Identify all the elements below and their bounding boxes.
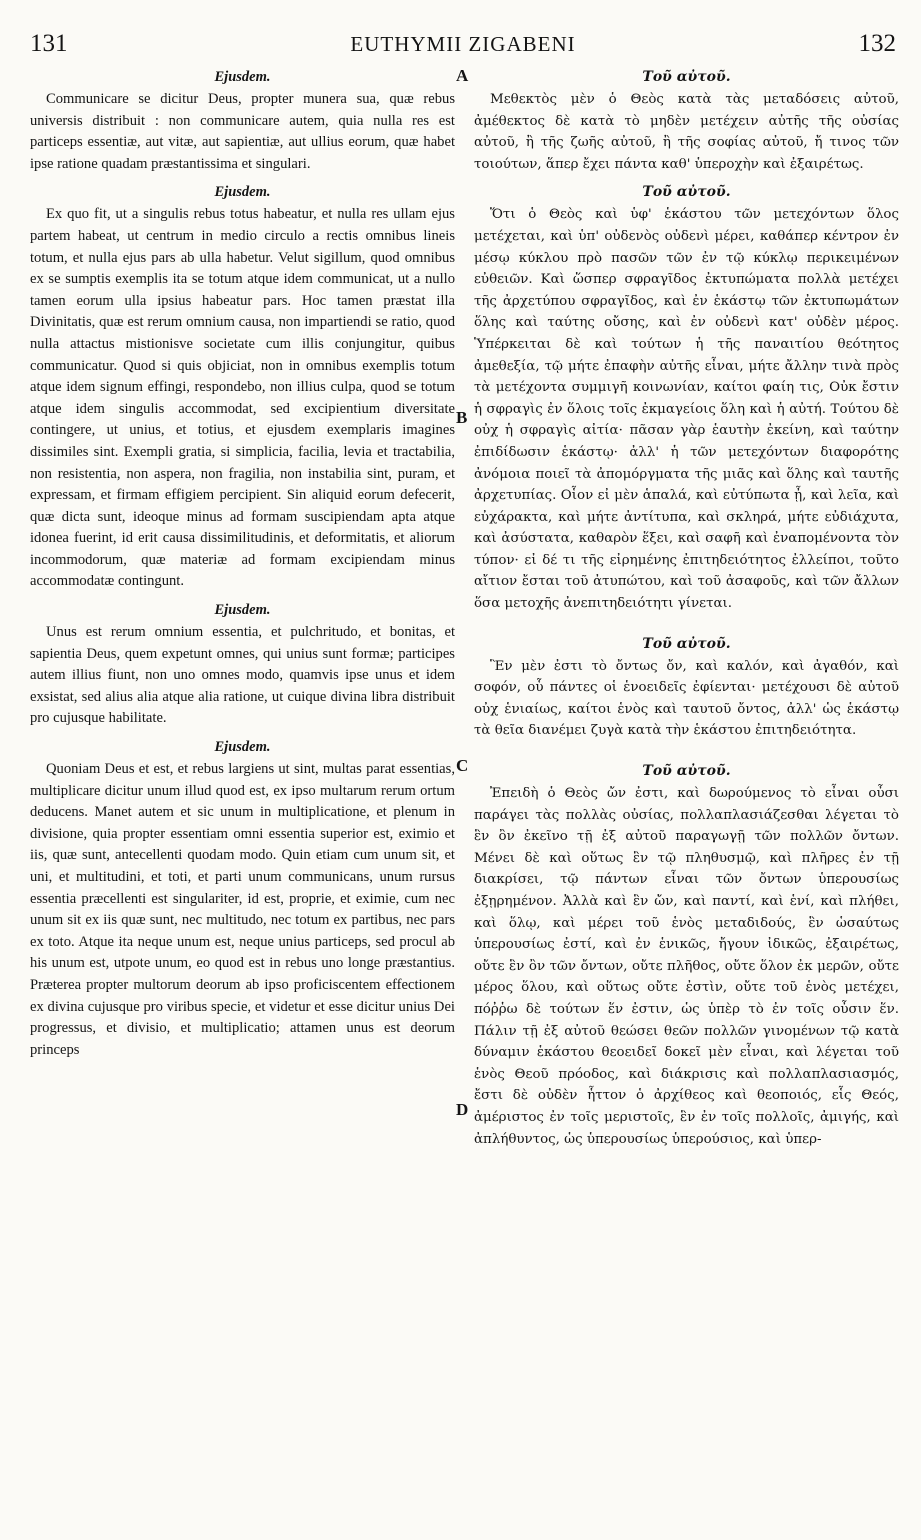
margin-marker-c: C [456, 756, 469, 775]
greek-section-title: Τοῦ αὐτοῦ. [642, 69, 731, 85]
greek-paragraph: Μεθεκτὸς μὲν ὁ Θεὸς κατὰ τὰς μεταδόσεις αὐτοῦ, ἀμέθεκτος δὲ κατὰ τὸ μηδὲν μετέχειν αὐτῆς τῆς οὐσίας αὐτοῦ, ἢ τῆς ζωῆς αὐτοῦ, ἢ τῆς σοφίας αὐτοῦ, ἤ τινος τῶν τοιούτων, ἅπερ ἔχει πάντα καθ' ὑπεροχὴν καὶ ἐξαιρέτως. [474, 92, 899, 172]
greek-section-title: Τοῦ αὐτοῦ. [642, 763, 731, 780]
greek-section-title: Τοῦ αὐτοῦ. [642, 635, 731, 652]
latin-paragraph: Communicare se dicitur Deus, propter munera sua, quæ rebus universis distribuit : non communicare autem, quia nulla res est particeps essentiæ, aut vitæ, aut sapientiæ, aut ullius eorum, quæ habet ipse ratione quadam præstantissima et singulari. [30, 91, 455, 172]
latin-section-title: Ejusdem. [214, 69, 271, 85]
running-title: EUTHYMII ZIGABENI [350, 32, 576, 56]
latin-paragraph: Unus est rerum omnium essentia, et pulchritudo, et bonitas, et sapientia Deus, quem expetunt omnes, qui unius sunt formæ; participes autem illius fiunt, non uno omnes modo, quamvis ipse unus et idem exsistat, sed alius alia atque alia ratione, ut cuique divina libra distribuit pro cujusque habilitate. [30, 624, 455, 727]
greek-paragraph: Ὅτι ὁ Θεὸς καὶ ὑφ' ἑκάστου τῶν μετεχόντων ὅλος μετέχεται, καὶ ὑπ' οὐδενὸς οὐδενὶ μέρει, καθάπερ κέντρον ἐν μέσῳ κύκλου πρὸ πασῶν τῶν ἐν τῷ κύκλῳ περικειμένων εὐθειῶν. Καὶ ὥσπερ σφραγῖδος ἐκτυπώματα πολλὰ μετέχει τῆς ἀρχετύπου σφραγῖδος, καὶ ἐν ἑκάστῳ τῶν ἐκτυπωμάτων ὅλης καὶ ταύτης οὔσης, καὶ ἐν οὐδενὶ κατ' οὐδὲν μέρος. Ὑπέρκειται δὲ καὶ τούτων ἡ τῆς παναιτίου θεότητος ἀμεθεξία, τῷ μήτε ἐπαφὴν αὐτῆς εἶναι, μήτε ἄλλην τινὰ πρὸς τὰ μετέχοντα συμμιγῆ κοινωνίαν, καίτοι φαίη τις, Οὐκ ἔστιν ἡ σφραγὶς ἐν ὅλοις τοῖς ἐκμαγείοις ὅλη καὶ ἡ αὐτή. Τούτου δὲ οὐχ ἡ σφραγὶς αἰτία· πᾶσαν γὰρ ἑαυτὴν ἐκείνη, καὶ ταύτην ἐπιδίδωσιν ἑκάστῳ· ἀλλ' ἡ τῶν μετεχόντων διαφορότης ἀνόμοια ποιεῖ τὰ ἀπομόργματα τῆς μιᾶς καὶ ὅλης καὶ ταυτῆς ἀρχετυπίας. Οἷον εἰ μὲν ἁπαλά, καὶ εὐτύπωτα ᾖ, καὶ λεῖα, καὶ εὐχάρακτα, καὶ μήτε ἀντίτυπα, καὶ σκληρά, μήτε εὐδιάχυτα, καὶ ἀσύστατα, καθαρὸν ἕξει, καὶ σαφῆ καὶ ἐναπομένοντα τὸν τύπον· εἰ δέ τι τῆς εἰρημένης ἐπιτηδειότητος ἐλλείποι, τοῦτο αἴτιον ἔσται τοῦ ἀτυπώτου, καὶ τοῦ ἀσαφοῦς, καὶ τῶν ἄλλων ὅσα μετοχῆς ἀνεπιτηδειότητι γίνεται. [474, 207, 899, 612]
latin-section-title: Ejusdem. [214, 602, 271, 619]
page-header [30, 30, 896, 66]
latin-paragraph: Ex quo fit, ut a singulis rebus totus habeatur, et nulla res ullam ejus partem habeat, ut centrum in medio circulo a rectis omnibus lineis totum, et nulla ejus pars ab ulla habetur. Velut sigillum, quod omnibus ex se sumptis exemplis ita se totum atque idem communicat, ut a nullo tamen eorum ulla ipsius habeatur pars. Hoc tamen præstat illa Divinitatis, quæ est rerum omnium causa, non impartiendi se ratio, quod nulla attactus mistionisve societate cum illis conjungitur, quibus communicatur. Quod si quis objiciat, non in omnibus exemplis totum atque idem signum effingi, respondebo, non illius culpa, quod se totum atque idem singulis accommodat, sed excipientium diversitate contingere, ut unius, et totius, et ejusdem exemplaris imagines dissimiles sint. Exempli gratia, si simplicia, facilia, levia et tractabilia, non resistentia, non aspera, non fragilia, non instabilia sint, puram, et expressam, et firmam effigiem percipient. Sin aliquid eorum defecerit, quæ dicta sunt, ideoque minus ad formam suscipiendam apta atque idonea fuerint, id erit causa dissimilitudinis, et deformitatis, et aliorum incommodorum, quæ materiæ ad formam excipiendam minus accommodatæ contingunt. [30, 206, 455, 590]
margin-marker-a: A [456, 66, 469, 85]
margin-marker-b: B [456, 408, 468, 427]
greek-section-title: Τοῦ αὐτοῦ. [642, 184, 731, 201]
latin-section-title: Ejusdem. [214, 184, 271, 201]
latin-section-title: Ejusdem. [214, 739, 271, 756]
greek-column [474, 66, 899, 1526]
latin-paragraph: Quoniam Deus et est, et rebus largiens ut sint, multas parat essentias, multiplicare dicitur unum illud quod est, ex ipso multarum rerum ortum deducens. Manet autem et sic unum in multiplicatione, et plenum in divisione, quia propter essentiam omni essentia superior est, eximio et iis, quæ sunt, antecellenti quodam modo. Quin etiam cum unum sit, et uni, et multitudini, et toti, et parti unum communicans, unum rursus essentia præcellenti est singulariter, id est, proprie, et eximie, cum nec unum sit ex iis quæ sunt, nec multitudo, nec totum ex partibus, nec pars ex toto. Atque ita neque unum est, neque unius particeps, sed procul ab his unum est, utpote unum, eo quod est in rebus uno longe præstantius. Præterea propter multorum deorum ab ipso proficiscentem effectionem ex divina cujusque pro viribus specie, et videtur et esse dicitur unius Dei progressus, et divisio, et multiplicatio; attamen unus est deorum princeps [30, 761, 455, 1058]
latin-column [30, 66, 455, 1526]
page-number-right: 132 [858, 30, 896, 57]
page-number-left: 131 [30, 30, 68, 57]
greek-paragraph: Ἓν μὲν ἐστι τὸ ὄντως ὄν, καὶ καλόν, καὶ ἀγαθόν, καὶ σοφόν, οὗ πάντες οἱ ἑνοειδεῖς ἐφίενται· μετέχουσι δὲ αὐτοῦ οὐχ ἑνιαίως, καίτοι ἑνὸς καὶ ταυτοῦ ὄντος, ἀλλ' ὡς ἑκάστῳ τὰ θεῖα διανέμει ζυγὰ κατὰ τὴν ἑκάστου ἐπιτηδειότητα. [474, 658, 899, 739]
margin-marker-d: D [456, 1100, 469, 1119]
greek-paragraph: Ἐπειδὴ ὁ Θεὸς ὤν ἐστι, καὶ δωρούμενος τὸ εἶναι οὖσι παράγει τὰς πολλὰς οὐσίας, πολλαπλασιάζεσθαι λέγεται τὸ ἓν ὂν ἐκεῖνο τῇ ἐξ αὐτοῦ παραγωγῇ τῶν πολλῶν ὄντων. Μένει δὲ καὶ οὕτως ἓν τῷ πληθυσμῷ, καὶ πλῆρες ἐν τῇ διακρίσει, τῷ πάντων εἶναι τῶν ὄντων ὑπερουσίως ἐξῃρημένον. Ἀλλὰ καὶ ἓν ὤν, καὶ παντί, καὶ ἑνί, καὶ πλήθει, καὶ ὅλῳ, καὶ μέρει τοῦ ἑνὸς μεταδιδούς, ἓν ὡσαύτως ὑπερουσίως ἐστί, καὶ ἐν ἑνικῶς, ἤγουν ἰδικῶς, ἐξαιρέτως, οὔτε ἓν ὂν τῶν ὄντων, οὔτε πλῆθος, οὔτε ὅλον ἐκ μερῶν, οὔτε μέρος ὅλου, καὶ οὕτως οὔτε ἐστὶν, οὔτε τοῦ ἑνὸς μετέχει, πόῤῥω δὲ τούτων ἕν ἐστιν, ὡς ὑπὲρ τὸ ἐν τοῖς οὖσιν ἕν. Πάλιν τῇ ἐξ αὐτοῦ θεώσει θεῶν πολλῶν γινομένων τῷ κατὰ δύναμιν ἑκάστου θεοειδεῖ δοκεῖ μὲν εἶναι, καὶ λέγεται τοῦ ἑνὸς Θεοῦ πρόοδος, καὶ διάκρισις καὶ πολλαπλασιασμός, ἔστι δὲ οὐδὲν ἧττον ὁ ἀρχίθεος καὶ θεοποιός, εἷς Θεός, ἀμέριστος ἐν τοῖς μεριστοῖς, ἓν ἐν τοῖς πολλοῖς, ἀμιγής, καὶ ἀπλήθυντος, ὡς ὑπερουσίως ὑπερούσιος, καὶ ὑπερ- [474, 786, 899, 1147]
